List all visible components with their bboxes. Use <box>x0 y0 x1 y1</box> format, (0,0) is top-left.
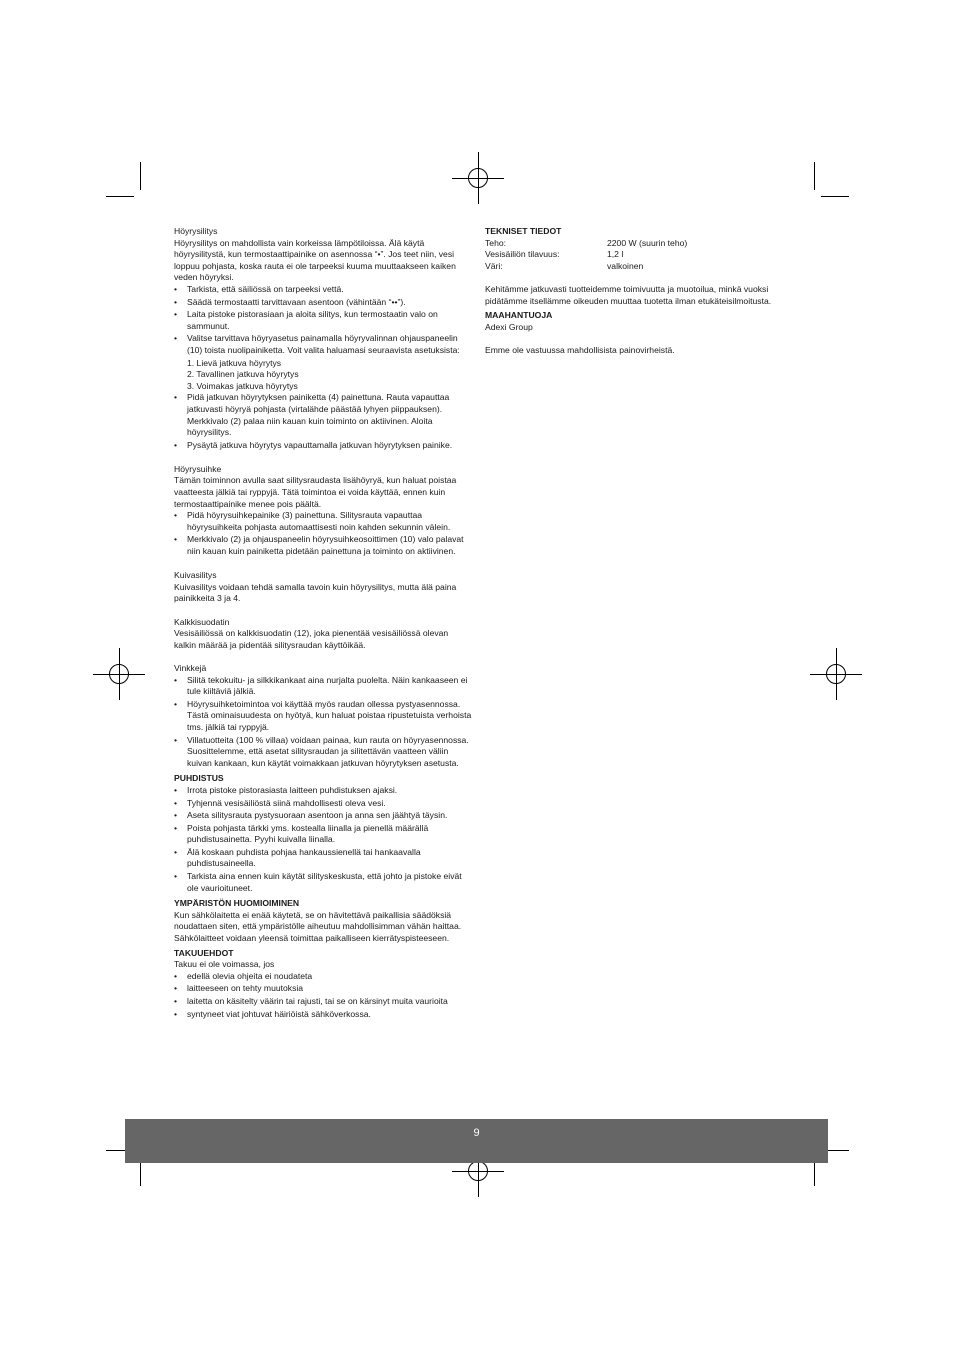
bullet-list <box>174 510 472 557</box>
list-item: • Villatuotteita (100 % villaa) voidaan painaa, kun rauta on höyryasennossa. Suosittelemme, että asetat silitysraudan ja silitettävän vaatteen väliin kuivan kankaan, kun käytät voimakkaan jatkuvan höyrytyksen asetusta. <box>174 735 472 770</box>
bullet-list <box>174 785 472 894</box>
section-heading: Kuivasilitys <box>174 570 217 581</box>
option-item: 3. Voimakas jatkuva höyrytys <box>187 380 298 391</box>
option-item: 2. Tavallinen jatkuva höyrytys <box>187 369 299 380</box>
list-item: • Tyhjennä vesisäiliöstä siinä mahdollisesti oleva vesi. <box>174 798 472 810</box>
section-vinkkeja <box>174 663 472 769</box>
section-kalkkisuodatin <box>174 617 472 652</box>
section-heading: Kalkkisuodatin <box>174 616 230 627</box>
option-item: 1. Lievä jatkuva höyrytys <box>187 357 282 368</box>
registration-mark-icon <box>468 1161 488 1181</box>
spec-row <box>485 238 785 250</box>
paragraph: Kehitämme jatkuvasti tuotteidemme toimivuutta ja muotoilua, minkä vuoksi pidätämme itsellämme oikeuden muuttaa tuotetta ilman etukäteisilmoitusta. <box>485 283 772 306</box>
crop-mark <box>140 162 141 190</box>
bullet-list <box>174 971 472 1020</box>
page-number: 9 <box>473 1127 480 1139</box>
list-item: • Silitä tekokuitu- ja silkkikankaat aina nurjalta puolelta. Näin kankaaseen ei tule kiiltäviä jälkiä. <box>174 675 472 698</box>
list-item: • Poista pohjasta tärkki yms. kostealla liinalla ja pienellä määrällä puhdistusainetta. Pyyhi kuivalla liinalla. <box>174 823 472 846</box>
spec-label: Vesisäiliön tilavuus: <box>485 249 560 260</box>
list-item: • edellä olevia ohjeita ei noudateta <box>174 971 472 983</box>
paragraph: Emme ole vastuussa mahdollisista painovirheistä. <box>485 344 675 355</box>
section-tekniset-tiedot <box>485 226 785 272</box>
section-heading: Höyrysilitys <box>174 226 218 236</box>
section-heading: TEKNISET TIEDOT <box>485 226 562 236</box>
list-item: • Pysäytä jatkuva höyrytys vapauttamalla jatkuvan höyrytyksen painike. <box>174 440 472 452</box>
footer-bar <box>125 1119 828 1163</box>
spec-value: 2200 W (suurin teho) <box>607 237 688 248</box>
list-item: • Pidä höyrysuihkepainike (3) painettuna. Silitysrauta vapauttaa höyrysuihkeita pohjasta automaattisesti noin kahden sekunnin välein. <box>174 510 472 533</box>
bullet-list <box>174 675 472 770</box>
list-item: • Älä koskaan puhdista pohjaa hankaussienellä tai hankaavalla puhdistusaineella. <box>174 847 472 870</box>
section-heading: MAAHANTUOJA <box>485 310 553 321</box>
section-hoyrysilitys <box>174 226 472 451</box>
list-item: • Höyrysuihketoimintoa voi käyttää myös raudan ollessa pystyasennossa. Tästä ominaisuudesta on hyötyä, kun haluat poistaa ripustetuista verhoista tms. jälkiä tai ryppyjä. <box>174 699 472 734</box>
spec-row <box>485 261 785 273</box>
list-item: • Tarkista aina ennen kuin käytät silityskeskusta, että johto ja pistoke eivät ole vaurioituneet. <box>174 871 472 894</box>
spec-row <box>485 249 785 261</box>
section-heading: YMPÄRISTÖN HUOMIOIMINEN <box>174 898 300 909</box>
section-puhdistus <box>174 773 472 894</box>
list-item: • laitetta on käsitelty väärin tai rajusti, tai se on kärsinyt muita vaurioita <box>174 996 472 1008</box>
paragraph: Adexi Group <box>485 321 533 332</box>
list-item: • Säädä termostaatti tarvittavaan asentoon (vähintään “••”). <box>174 297 472 309</box>
spec-label: Teho: <box>485 237 507 248</box>
list-item: • Merkkivalo (2) ja ohjauspaneelin höyrysuihkeosoittimen (10) valo palavat niin kauan kuin painiketta pidetään painettuna ja toiminto on aktiivinen. <box>174 534 472 557</box>
list-item: • Pidä jatkuvan höyrytyksen painiketta (4) painettuna. Rauta vapauttaa jatkuvasti höyryä pohjasta (virtalähde päästää lyhyen piippauksen). Merkkivalo (2) palaa niin kauan kuin toiminto on aktiivinen. Aloita höyrysilitys. <box>174 392 472 438</box>
section-heading: Höyrysuihke <box>174 463 222 474</box>
paragraph: Höyrysilitys on mahdollista vain korkeissa lämpötiloissa. Älä käytä höyrysilitystä, kun termostaattipainike on asennossa “•”. Jos teet niin, vesi loppuu pohjasta, koska rauta ei ole tarpeeksi kuuma muuttaakseen kaiken veden höyryksi. <box>174 237 456 283</box>
section-takuu <box>174 948 472 1021</box>
spec-value: 1,2 l <box>607 249 624 260</box>
bullet-list <box>174 284 472 357</box>
section-heading: Vinkkejä <box>174 662 207 673</box>
spec-value: valkoinen <box>607 260 644 271</box>
list-item: • Laita pistoke pistorasiaan ja aloita silitys, kun termostaatin valo on sammunut. <box>174 309 472 332</box>
list-item: • laitteeseen on tehty muutoksia <box>174 983 472 995</box>
left-column <box>174 226 472 1021</box>
paragraph: Tämän toiminnon avulla saat silitysraudasta lisähöyryä, kun haluat poistaa vaatteesta jälkiä tai ryppyjä. Tätä toimintoa ei voida käyttää, ennen kuin termostaattipainike menee pois päältä. <box>174 475 457 509</box>
section-heading: TAKUUEHDOT <box>174 947 234 958</box>
right-column <box>485 226 785 357</box>
list-item: • Irrota pistoke pistorasiasta laitteen puhdistuksen ajaksi. <box>174 785 472 797</box>
section-maahantuoja <box>485 310 785 333</box>
paragraph: Kun sähkölaitetta ei enää käytetä, se on hävitettävä paikallisia säädöksiä noudattaen siten, että ympäristölle aiheutuu mahdollisimman vähän haittaa. Sähkölaitteet voidaan yleensä toimittaa paikalliseen kierrätyspisteeseen. <box>174 909 462 944</box>
registration-mark-icon <box>826 664 846 684</box>
list-item: • syntyneet viat johtuvat häiriöistä sähköverkossa. <box>174 1009 472 1021</box>
paragraph: Vesisäiliössä on kalkkisuodatin (12), joka pienentää vesisäiliössä olevan kalkin määrää ja pidentää silitysraudan käyttöikää. <box>174 628 449 650</box>
section-ymparisto <box>174 898 472 944</box>
list-item: • Aseta silitysrauta pystysuoraan asentoon ja anna sen jäähtyä täysin. <box>174 810 472 822</box>
section-hoyrysuihke <box>174 464 472 558</box>
registration-mark-icon <box>109 664 129 684</box>
section-heading: PUHDISTUS <box>174 773 224 784</box>
section-kuivasilitys <box>174 570 472 605</box>
registration-mark-icon <box>468 168 488 188</box>
list-item: • Tarkista, että säiliössä on tarpeeksi vettä. <box>174 284 472 296</box>
list-item: • Valitse tarvittava höyryasetus painamalla höyryvalinnan ohjauspaneelin (10) toista nuolipainiketta. Voit valita haluamasi seuraavista asetuksista: <box>174 333 472 356</box>
spec-label: Väri: <box>485 260 503 271</box>
crop-mark <box>106 196 134 197</box>
paragraph: Kuivasilitys voidaan tehdä samalla tavoin kuin höyrysilitys, mutta älä paina painikkeita 3 ja 4. <box>174 581 457 604</box>
crop-mark <box>814 162 815 190</box>
crop-mark <box>821 196 849 197</box>
paragraph: Takuu ei ole voimassa, jos <box>174 959 275 970</box>
bullet-list <box>174 392 472 451</box>
